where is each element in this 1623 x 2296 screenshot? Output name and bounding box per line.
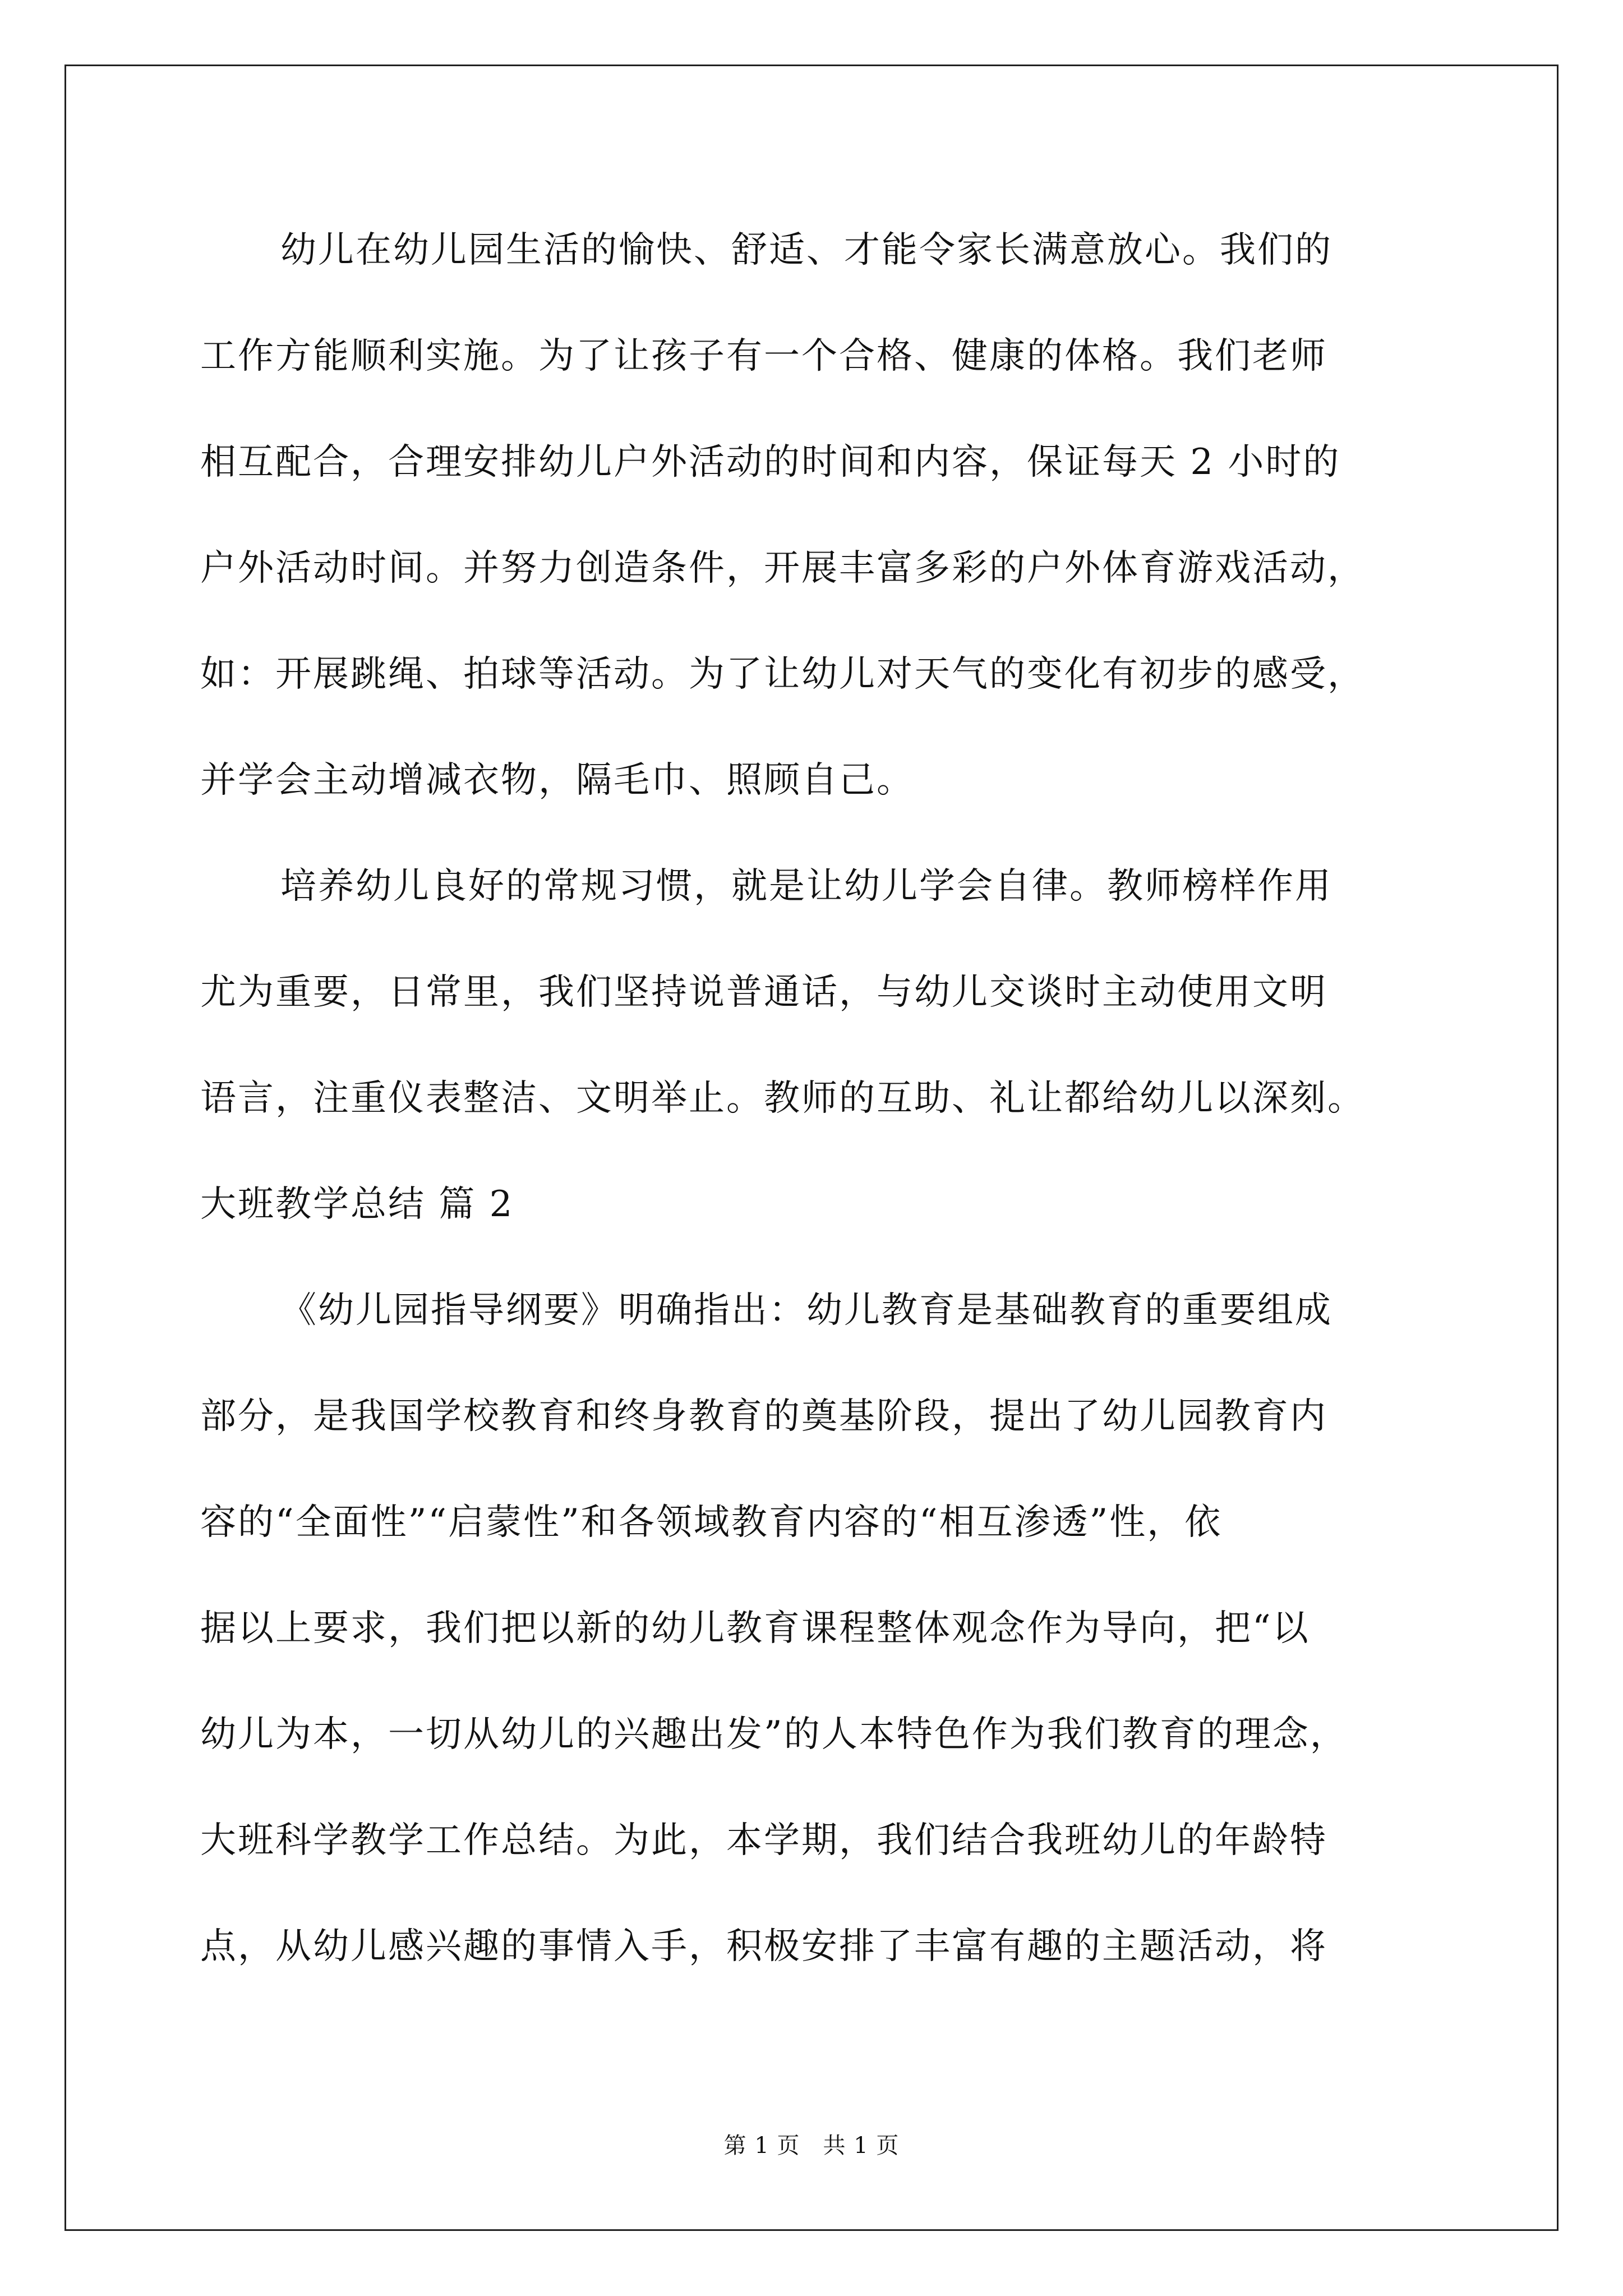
- paragraph-3-line-2: 部分，是我国学校教育和终身教育的奠基阶段，提出了幼儿园教育内: [200, 1396, 1327, 1437]
- paragraph-3-line-7: 点，从幼儿感兴趣的事情入手，积极安排了丰富有趣的主题活动，将: [200, 1926, 1327, 1967]
- paragraph-2-line-3: 语言，注重仪表整洁、文明举止。教师的互助、礼让都给幼儿以深刻。: [200, 1078, 1365, 1119]
- paragraph-1-line-3: 相互配合，合理安排幼儿户外活动的时间和内容，保证每天 2 小时的: [200, 441, 1341, 483]
- paragraph-3-line-5: 幼儿为本，一切从幼儿的兴趣出发”的人本特色作为我们教育的理念，: [200, 1714, 1348, 1755]
- paragraph-1-line-1: 幼儿在幼儿园生活的愉快、舒适、才能令家长满意放心。我们的: [280, 229, 1332, 271]
- paragraph-3-line-4: 据以上要求，我们把以新的幼儿教育课程整体观念作为导向，把“以: [200, 1608, 1310, 1649]
- paragraph-2-line-2: 尤为重要，日常里，我们坚持说普通话，与幼儿交谈时主动使用文明: [200, 972, 1327, 1013]
- paragraph-1-line-5: 如：开展跳绳、拍球等活动。为了让幼儿对天气的变化有初步的感受，: [200, 654, 1365, 695]
- paragraph-1-line-6: 并学会主动增减衣物，隔毛巾、照顾自己。: [200, 760, 914, 801]
- paragraph-1-line-2: 工作方能顺利实施。为了让孩子有一个合格、健康的体格。我们老师: [200, 335, 1327, 377]
- paragraph-1-line-4: 户外活动时间。并努力创造条件，开展丰富多彩的户外体育游戏活动，: [200, 547, 1365, 589]
- paragraph-3-line-6: 大班科学教学工作总结。为此，本学期，我们结合我班幼儿的年龄特: [200, 1820, 1327, 1861]
- paragraph-3-line-3: 容的“全面性”“启蒙性”和各领域教育内容的“相互渗透”性，依: [200, 1502, 1223, 1543]
- page-footer: 第 1 页 共 1 页: [723, 2133, 900, 2159]
- page-border: [64, 65, 1559, 2231]
- paragraph-2-line-1: 培养幼儿良好的常规习惯，就是让幼儿学会自律。教师榜样作用: [280, 866, 1332, 907]
- paragraph-3-line-1: 《幼儿园指导纲要》明确指出：幼儿教育是基础教育的重要组成: [280, 1290, 1332, 1331]
- section-heading: 大班教学总结 篇 2: [200, 1184, 514, 1225]
